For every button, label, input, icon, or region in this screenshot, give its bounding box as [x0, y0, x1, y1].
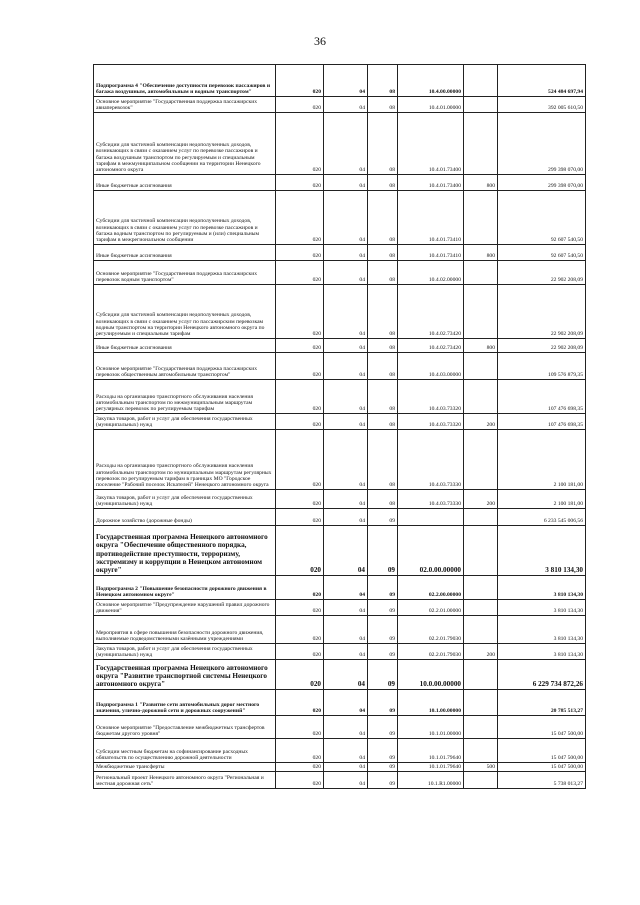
row-grbs: 020	[276, 616, 324, 644]
budget-table-body	[94, 65, 586, 789]
row-amount: 299 398 070,00	[498, 113, 586, 175]
row-grbs: 020	[276, 739, 324, 763]
row-target-article: 10.4.00.00000	[398, 65, 464, 97]
row-grbs: 020	[276, 113, 324, 175]
row-expense-type	[464, 261, 498, 285]
row-name: Подпрограмма 1 "Развитие сети автомобильных дорог местного значения, улично-дорожной сети и дорожных сооружений"	[94, 690, 276, 716]
row-section: 04	[324, 113, 368, 175]
row-target-article: 10.1.01.00000	[398, 716, 464, 739]
row-subsection: 09	[368, 716, 398, 739]
row-target-article: 10.4.02.00000	[398, 261, 464, 285]
row-grbs: 020	[276, 414, 324, 430]
row-amount: 2 100 181,00	[498, 490, 586, 509]
row-expense-type	[464, 430, 498, 490]
row-amount: 20 785 513,27	[498, 690, 586, 716]
row-amount: 2 100 181,00	[498, 430, 586, 490]
row-subsection: 08	[368, 285, 398, 339]
row-section: 04	[324, 65, 368, 97]
table-row	[94, 261, 586, 285]
table-row	[94, 600, 586, 616]
row-target-article: 10.4.03.73320	[398, 414, 464, 430]
row-subsection: 08	[368, 113, 398, 175]
table-row	[94, 576, 586, 600]
table-row	[94, 490, 586, 509]
table-row	[94, 175, 586, 191]
row-amount: 299 398 070,00	[498, 175, 586, 191]
row-target-article: 10.4.01.73410	[398, 245, 464, 261]
table-row	[94, 245, 586, 261]
row-section: 04	[324, 772, 368, 789]
row-section: 04	[324, 739, 368, 763]
row-name: Закупка товаров, работ и услуг для обеспечения государственных (муниципальных) нужд	[94, 414, 276, 430]
row-target-article: 10.1.01.79640	[398, 763, 464, 772]
row-section: 04	[324, 600, 368, 616]
row-amount: 6 229 734 872,26	[498, 660, 586, 690]
row-section: 04	[324, 380, 368, 414]
row-target-article: 10.4.03.73320	[398, 380, 464, 414]
row-amount: 3 810 134,30	[498, 576, 586, 600]
row-amount: 22 902 208,09	[498, 339, 586, 353]
row-subsection: 08	[368, 245, 398, 261]
row-target-article: 10.1.01.79640	[398, 739, 464, 763]
row-grbs: 020	[276, 285, 324, 339]
row-grbs: 020	[276, 380, 324, 414]
row-expense-type: 200	[464, 490, 498, 509]
row-target-article: 10.0.00.00000	[398, 660, 464, 690]
row-grbs: 020	[276, 644, 324, 660]
row-name: Субсидии для частичной компенсации недополученных доходов, возникающих в связи с оказанием услуг по пассажирским перевозкам водным транспортом на территории Ненецкого автономного округа по регулируемым и специальным тарифам	[94, 285, 276, 339]
row-section: 04	[324, 339, 368, 353]
row-name: Основное мероприятие "Предоставление межбюджетных трансфертов бюджетам другого уровня"	[94, 716, 276, 739]
row-target-article: 10.4.01.73400	[398, 113, 464, 175]
row-grbs: 020	[276, 772, 324, 789]
row-amount: 109 576 879,35	[498, 353, 586, 380]
row-target-article: 10.1.00.00000	[398, 690, 464, 716]
row-expense-type: 200	[464, 644, 498, 660]
row-section: 04	[324, 430, 368, 490]
row-subsection: 08	[368, 261, 398, 285]
row-name: Мероприятия в сфере повышения безопасности дорожного движения, выполняемые подведомственными казёнными учреждениями	[94, 616, 276, 644]
row-expense-type: 200	[464, 414, 498, 430]
row-target-article: 10.4.01.73400	[398, 175, 464, 191]
row-amount: 15 047 500,00	[498, 716, 586, 739]
row-amount: 22 902 208,09	[498, 261, 586, 285]
table-row	[94, 509, 586, 526]
row-name: Субсидии для частичной компенсации недополученных доходов, возникающих в связи с оказанием услуг по перевозке пассажиров и багажа воздушным транспортом по регулируемым и специальным тарифам в межмуниципальном сообщении на территории Ненецкого автономного округа	[94, 113, 276, 175]
row-grbs: 020	[276, 430, 324, 490]
row-grbs: 020	[276, 509, 324, 526]
row-amount: 3 810 134,30	[498, 600, 586, 616]
row-amount: 3 810 134,30	[498, 616, 586, 644]
table-row	[94, 414, 586, 430]
row-expense-type	[464, 97, 498, 113]
row-expense-type	[464, 690, 498, 716]
row-target-article	[398, 509, 464, 526]
row-subsection: 08	[368, 339, 398, 353]
row-name: Межбюджетные трансферты	[94, 763, 276, 772]
row-expense-type	[464, 616, 498, 644]
row-target-article: 02.2.01.00000	[398, 600, 464, 616]
row-expense-type	[464, 65, 498, 97]
row-section: 04	[324, 509, 368, 526]
row-amount: 524 484 697,94	[498, 65, 586, 97]
table-row	[94, 97, 586, 113]
row-subsection: 08	[368, 353, 398, 380]
row-name: Иные бюджетные ассигнования	[94, 339, 276, 353]
row-target-article: 10.4.01.00000	[398, 97, 464, 113]
row-name: Основное мероприятие "Государственная поддержка пассажирских авиаперевозок"	[94, 97, 276, 113]
row-target-article: 10.4.01.73410	[398, 191, 464, 245]
row-name: Региональный проект Ненецкого автономного округа "Региональная и местная дорожная сеть"	[94, 772, 276, 789]
row-amount: 5 738 013,27	[498, 772, 586, 789]
row-section: 04	[324, 191, 368, 245]
row-expense-type: 800	[464, 175, 498, 191]
row-grbs: 020	[276, 261, 324, 285]
row-amount: 22 902 208,09	[498, 285, 586, 339]
row-name: Расходы на организацию транспортного обслуживания населения автомобильным транспортом по муниципальным маршрутам регулярных перевозок по регулируемым тарифам в границах МО "Городское поселение "Рабочий поселок Искателей" Ненецкого автономного округа	[94, 430, 276, 490]
table-row	[94, 65, 586, 97]
row-grbs: 020	[276, 660, 324, 690]
row-name: Расходы на организацию транспортного обслуживания населения автомобильным транспортом по межмуниципальным маршрутам регулярных перевозок по регулируемым тарифам	[94, 380, 276, 414]
row-subsection: 09	[368, 644, 398, 660]
table-row	[94, 430, 586, 490]
table-row	[94, 526, 586, 576]
row-expense-type	[464, 191, 498, 245]
row-amount: 15 047 500,00	[498, 763, 586, 772]
row-name: Государственная программа Ненецкого автономного округа "Развитие транспортной системы Ненецкого автономного округа"	[94, 660, 276, 690]
row-subsection: 09	[368, 526, 398, 576]
row-grbs: 020	[276, 716, 324, 739]
row-grbs: 020	[276, 245, 324, 261]
row-section: 04	[324, 660, 368, 690]
row-subsection: 09	[368, 600, 398, 616]
row-amount: 15 047 500,00	[498, 739, 586, 763]
table-row	[94, 690, 586, 716]
row-name: Закупка товаров, работ и услуг для обеспечения государственных (муниципальных) нужд	[94, 644, 276, 660]
row-subsection: 08	[368, 430, 398, 490]
table-row	[94, 716, 586, 739]
row-amount: 92 607 540,50	[498, 191, 586, 245]
table-row	[94, 644, 586, 660]
row-expense-type: 800	[464, 339, 498, 353]
row-section: 04	[324, 490, 368, 509]
row-target-article: 10.4.02.73420	[398, 339, 464, 353]
row-amount: 392 005 610,50	[498, 97, 586, 113]
row-amount: 107 476 698,35	[498, 380, 586, 414]
row-subsection: 08	[368, 175, 398, 191]
row-target-article: 02.2.01.79030	[398, 644, 464, 660]
row-section: 04	[324, 690, 368, 716]
row-amount: 3 810 134,30	[498, 644, 586, 660]
row-expense-type	[464, 113, 498, 175]
row-name: Дорожное хозяйство (дорожные фонды)	[94, 509, 276, 526]
row-name: Подпрограмма 2 "Повышение безопасности дорожного движения в Ненецком автономном округе"	[94, 576, 276, 600]
row-name: Основное мероприятие "Предупреждение нарушений правил дорожного движения"	[94, 600, 276, 616]
row-expense-type	[464, 772, 498, 789]
row-subsection: 08	[368, 380, 398, 414]
row-target-article: 10.4.02.73420	[398, 285, 464, 339]
row-target-article: 02.2.01.79030	[398, 616, 464, 644]
table-row	[94, 353, 586, 380]
row-subsection: 08	[368, 97, 398, 113]
row-name: Субсидии для частичной компенсации недополученных доходов, возникающих в связи с оказанием услуг по перевозке пассажиров и багажа водным транспортом по регулируемым и (или) специальным тарифам в межрегиональном сообщении	[94, 191, 276, 245]
row-expense-type	[464, 739, 498, 763]
row-grbs: 020	[276, 576, 324, 600]
row-grbs: 020	[276, 600, 324, 616]
row-name: Основное мероприятие "Государственная поддержка пассажирских перевозок водным транспортом"	[94, 261, 276, 285]
row-subsection: 08	[368, 191, 398, 245]
row-section: 04	[324, 716, 368, 739]
row-subsection: 09	[368, 509, 398, 526]
row-section: 04	[324, 576, 368, 600]
row-target-article: 10.4.03.73330	[398, 490, 464, 509]
row-section: 04	[324, 644, 368, 660]
row-subsection: 09	[368, 616, 398, 644]
table-row	[94, 763, 586, 772]
row-target-article: 02.2.00.00000	[398, 576, 464, 600]
row-name: Субсидии местным бюджетам на софинансирование расходных обязательств по осуществлению дорожной деятельности	[94, 739, 276, 763]
table-row	[94, 113, 586, 175]
row-grbs: 020	[276, 490, 324, 509]
row-subsection: 08	[368, 65, 398, 97]
row-grbs: 020	[276, 339, 324, 353]
row-target-article: 10.1.R1.00000	[398, 772, 464, 789]
row-expense-type	[464, 660, 498, 690]
row-subsection: 09	[368, 576, 398, 600]
row-subsection: 09	[368, 772, 398, 789]
row-name: Основное мероприятие "Государственная поддержка пассажирских перевозок общественным автомобильным транспортом"	[94, 353, 276, 380]
row-expense-type	[464, 716, 498, 739]
row-grbs: 020	[276, 175, 324, 191]
row-section: 04	[324, 616, 368, 644]
row-grbs: 020	[276, 690, 324, 716]
row-section: 04	[324, 245, 368, 261]
row-subsection: 09	[368, 690, 398, 716]
row-expense-type	[464, 600, 498, 616]
row-name: Подпрограмма 4 "Обеспечение доступности перевозок пассажиров и багажа воздушным, автомобильным и водным транспортом"	[94, 65, 276, 97]
row-subsection: 08	[368, 414, 398, 430]
row-subsection: 08	[368, 490, 398, 509]
row-expense-type: 800	[464, 245, 498, 261]
row-target-article: 10.4.03.00000	[398, 353, 464, 380]
row-expense-type	[464, 576, 498, 600]
table-row	[94, 772, 586, 789]
table-row	[94, 739, 586, 763]
row-grbs: 020	[276, 97, 324, 113]
row-name: Иные бюджетные ассигнования	[94, 245, 276, 261]
page-number: 36	[314, 34, 326, 48]
row-section: 04	[324, 285, 368, 339]
table-row	[94, 339, 586, 353]
row-name: Закупка товаров, работ и услуг для обеспечения государственных (муниципальных) нужд	[94, 490, 276, 509]
row-expense-type	[464, 380, 498, 414]
row-expense-type	[464, 353, 498, 380]
row-target-article: 02.0.00.00000	[398, 526, 464, 576]
row-grbs: 020	[276, 763, 324, 772]
table-row	[94, 616, 586, 644]
table-row	[94, 285, 586, 339]
row-amount: 92 607 540,50	[498, 245, 586, 261]
row-section: 04	[324, 175, 368, 191]
row-section: 04	[324, 261, 368, 285]
row-expense-type: 500	[464, 763, 498, 772]
row-expense-type	[464, 509, 498, 526]
row-section: 04	[324, 763, 368, 772]
budget-table	[93, 64, 586, 789]
row-amount: 6 233 545 006,56	[498, 509, 586, 526]
row-section: 04	[324, 414, 368, 430]
row-expense-type	[464, 285, 498, 339]
row-amount: 107 476 698,35	[498, 414, 586, 430]
row-grbs: 020	[276, 191, 324, 245]
row-name: Иные бюджетные ассигнования	[94, 175, 276, 191]
row-subsection: 09	[368, 739, 398, 763]
table-row	[94, 660, 586, 690]
row-target-article: 10.4.03.73330	[398, 430, 464, 490]
row-amount: 3 810 134,30	[498, 526, 586, 576]
row-grbs: 020	[276, 353, 324, 380]
row-grbs: 020	[276, 65, 324, 97]
table-row	[94, 191, 586, 245]
row-subsection: 09	[368, 660, 398, 690]
row-subsection: 09	[368, 763, 398, 772]
row-section: 04	[324, 353, 368, 380]
row-expense-type	[464, 526, 498, 576]
row-section: 04	[324, 97, 368, 113]
table-row	[94, 380, 586, 414]
row-name: Государственная программа Ненецкого автономного округа "Обеспечение общественного порядка, противодействие преступности, терроризму, экстремизму и коррупции в Ненецком автономном округе"	[94, 526, 276, 576]
row-section: 04	[324, 526, 368, 576]
row-grbs: 020	[276, 526, 324, 576]
